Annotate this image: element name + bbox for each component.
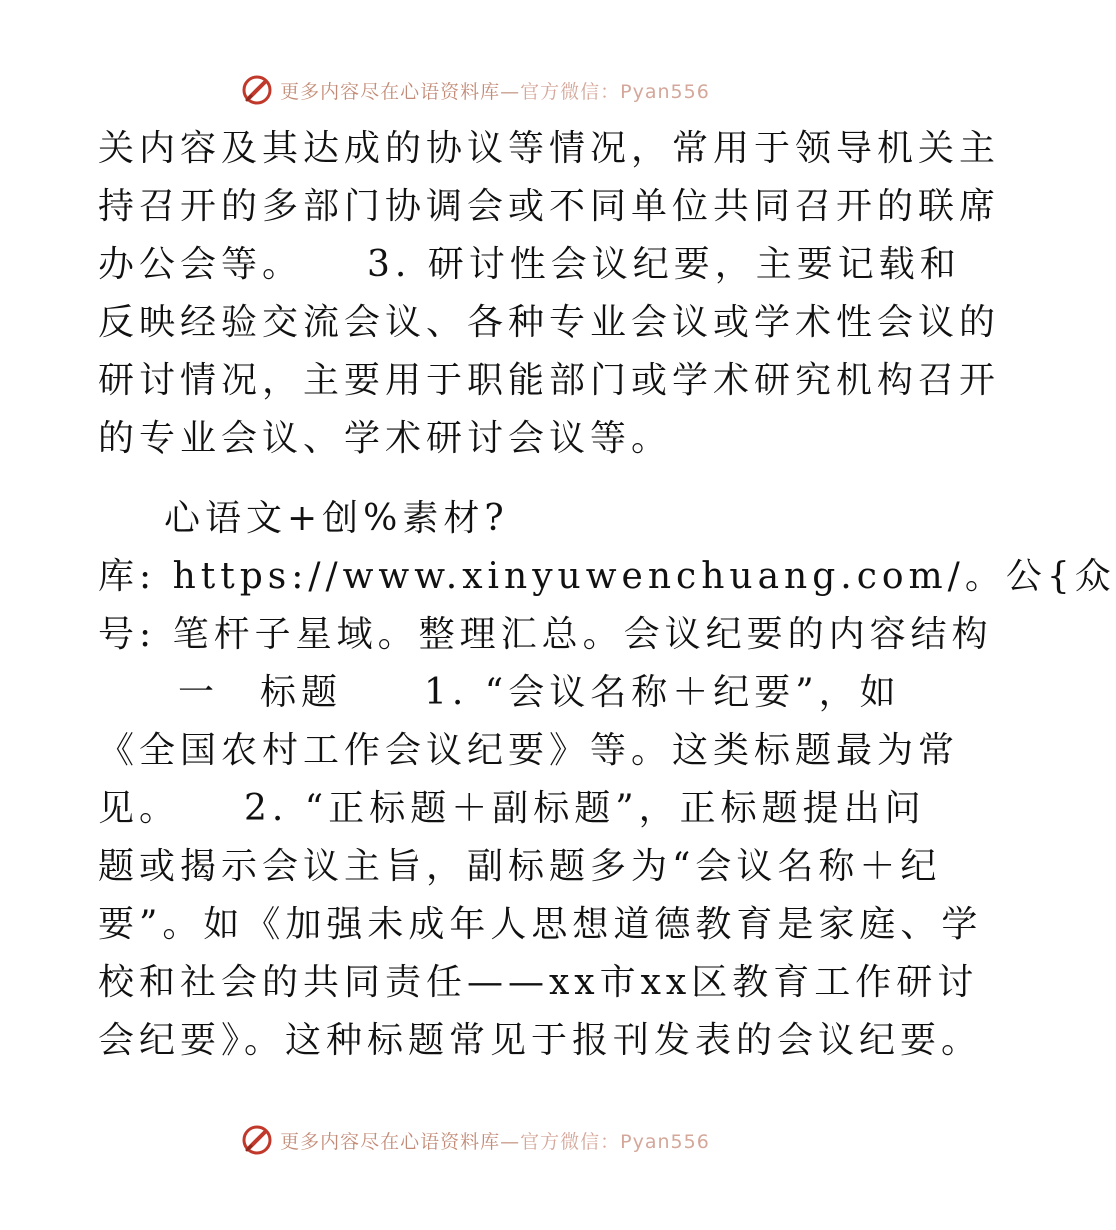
footer-banner [0, 1120, 950, 1160]
header-wechat: 官方微信：Pyan556 [520, 80, 710, 103]
body-line: 的专业会议、学术研讨会议等。 [98, 418, 673, 459]
body-line: 要”。如《加强未成年人思想道德教育是家庭、学 [98, 904, 983, 945]
footer-separator: — [500, 1130, 521, 1153]
body-line: 一 标题 1. “会议名称＋纪要”，如 [178, 672, 901, 713]
footer-wechat: 官方微信：Pyan556 [520, 1130, 710, 1153]
footer-label: 更多内容尽在心语资料库 [280, 1130, 501, 1153]
header-banner [0, 70, 950, 110]
body-line: 研讨情况，主要用于职能部门或学术研究机构召开 [98, 360, 1001, 401]
pen-logo-icon [240, 73, 274, 107]
body-line: 号: 笔杆子星域。整理汇总。会议纪要的内容结构 [98, 614, 993, 655]
body-line: 办公会等。 3. 研讨性会议纪要，主要记载和 [98, 244, 961, 285]
paragraph-gap [98, 468, 858, 490]
document-body [98, 120, 1116, 1070]
body-line: 心语文+创%素材? [164, 498, 509, 539]
header-label: 更多内容尽在心语资料库 [280, 80, 501, 103]
body-line: 见。 2. “正标题＋副标题”，正标题提出问 [98, 788, 926, 829]
body-line: 关内容及其达成的协议等情况，常用于领导机关主 [98, 128, 1001, 169]
body-line: 持召开的多部门协调会或不同单位共同召开的联席 [98, 186, 1001, 227]
body-line: 题或揭示会议主旨，副标题多为“会议名称＋纪 [98, 846, 942, 887]
body-line: 校和社会的共同责任——xx市xx区教育工作研讨 [98, 962, 979, 1003]
header-text [280, 77, 710, 104]
body-line: 《全国农村工作会议纪要》等。这类标题最为常 [98, 730, 960, 771]
header-separator: — [500, 80, 521, 103]
body-line: 库: https://www.xinyuwenchuang.com/。公{众 [98, 556, 1116, 597]
body-line: 会纪要》。这种标题常见于报刊发表的会议纪要。 [98, 1020, 983, 1061]
pen-logo-icon [240, 1123, 274, 1157]
footer-text [280, 1127, 710, 1154]
body-line: 反映经验交流会议、各种专业会议或学术性会议的 [98, 302, 1001, 343]
